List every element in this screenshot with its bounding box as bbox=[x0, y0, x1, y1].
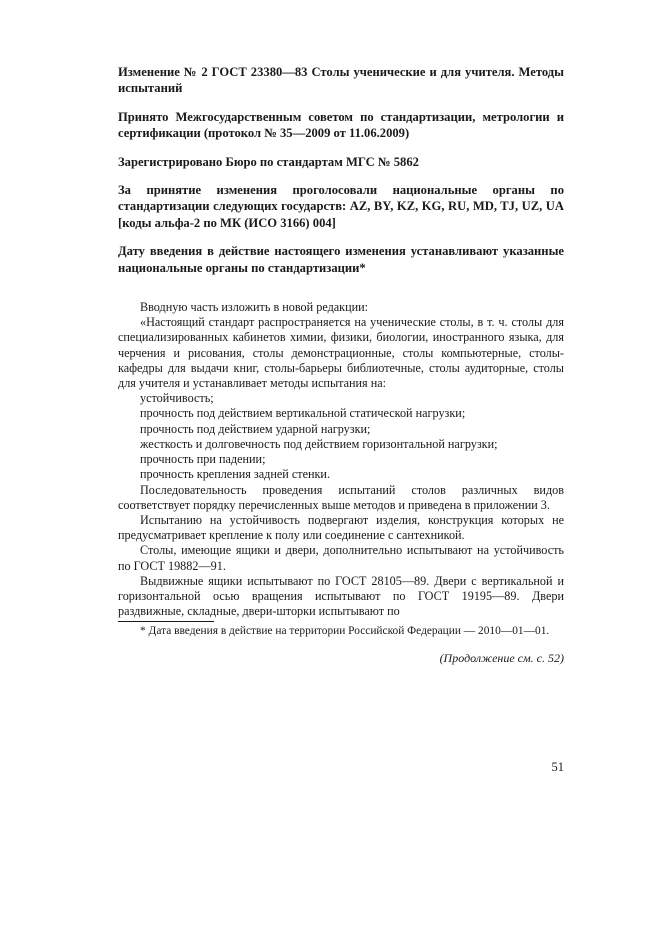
test-item: прочность при падении; bbox=[140, 452, 266, 467]
test-item: прочность под действием вертикальной статической нагрузки; bbox=[140, 406, 466, 421]
amendment-title: Изменение № 2 ГОСТ 23380—83 Столы ученические и для учителя. Методы испытаний bbox=[118, 65, 564, 96]
sliding-paragraph: Выдвижные ящики испытывают по ГОСТ 28105—89. Двери с вертикальной и горизонтальной осью вращения испытывают по ГОСТ 19195—89. Двери раздвижные, складные, двери-шторки испытывают по bbox=[118, 573, 564, 619]
continuation-note: (Продолжение см. с. 52) bbox=[439, 651, 564, 666]
voting-states: За принятие изменения проголосовали национальные органы по стандартизации следующих государств: AZ, BY, KZ, KG, RU, MD, TJ, UZ, UA [коды альфа-2 по МК (ИСО 3166) 004] bbox=[118, 183, 564, 230]
registration: Зарегистрировано Бюро по стандартам МГС № 5862 bbox=[118, 154, 419, 169]
page-number: 51 bbox=[551, 760, 564, 774]
sequence-paragraph: Последовательность проведения испытаний столов различных видов соответствует порядку перечисленных выше методов и приведена в приложении 3. bbox=[118, 482, 564, 512]
page-footer bbox=[118, 64, 564, 784]
test-item: жесткость и долговечность под действием горизонтальной нагрузки; bbox=[140, 436, 498, 451]
intro-paragraph: Вводную часть изложить в новой редакции: bbox=[140, 300, 369, 315]
stability-paragraph: Испытанию на устойчивость подвергают изделия, конструкция которых не предусматривает крепление к полу или соединение с сантехникой. bbox=[118, 512, 564, 543]
adopted-by: Принято Межгосударственным советом по стандартизации, метрологии и сертификации (протокол № 35—2009 от 11.06.2009) bbox=[118, 109, 564, 141]
effective-date: Дату введения в действие настоящего изменения устанавливают указанные национальные органы по стандартизации* bbox=[118, 244, 564, 275]
test-item: устойчивость; bbox=[140, 391, 214, 406]
scope-paragraph: «Настоящий стандарт распространяется на ученические столы, в т. ч. столы для специализированных кабинетов химии, физики, биологии, иностранного языка, для черчения и рисования, столы демонстрационные, столы компьютерные, столы-кафедры для выдачи книг, столы-барьеры библиотечные, столы аудиторные, столы для учителя и устанавливает методы испытания на: bbox=[118, 315, 564, 391]
footnote: * Дата введения в действие на территории Российской Федерации — 2010—01—01. bbox=[140, 625, 550, 638]
drawers-paragraph: Столы, имеющие ящики и двери, дополнительно испытывают на устойчивость по ГОСТ 19882—91. bbox=[118, 543, 564, 573]
test-item: прочность под действием ударной нагрузки; bbox=[140, 421, 371, 436]
test-item: прочность крепления задней стенки. bbox=[140, 467, 331, 482]
